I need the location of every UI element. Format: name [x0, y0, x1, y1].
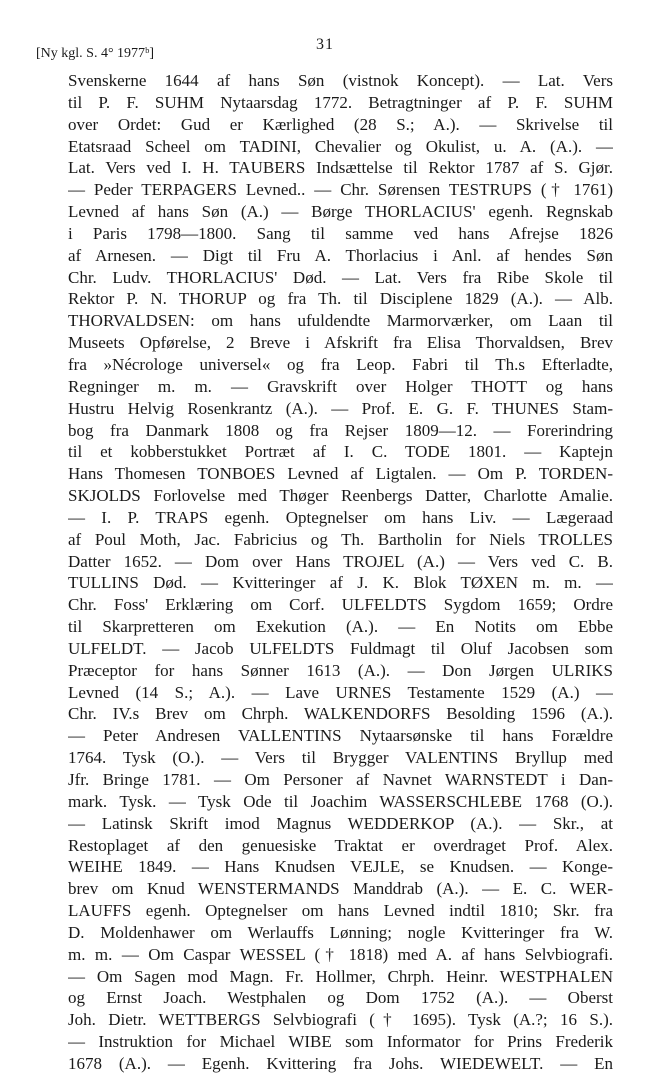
- text-line: Hans Thomesen TONBOES Levned af Ligtalen. — Om P. TORDEN-: [68, 464, 613, 484]
- text-line: og Ernst Joach. Westphalen og Dom 1752 (A.). — Oberst: [68, 988, 613, 1008]
- text-line: mark. Tysk. — Tysk Ode til Joachim WASSERSCHLEBE 1768 (O.).: [68, 791, 613, 811]
- text-line: af Arnesen. — Digt til Fru A. Thorlacius i Anl. af hendes Søn: [68, 245, 613, 265]
- text-line: Datter 1652. — Dom over Hans TROJEL (A.) — Vers ved C. B.: [68, 551, 613, 571]
- text-line: Rektor P. N. THORUP og fra Th. til Disciplene 1829 (A.). — Alb.: [68, 289, 613, 309]
- text-line: — I. P. TRAPS egenh. Optegnelser om hans Liv. — Lægeraad: [68, 507, 613, 527]
- text-line: fra »Nécrologe universel« og fra Leop. Fabri til Th.s Efterladte,: [68, 354, 613, 374]
- text-line: brev om Knud WENSTERMANDS Manddrab (A.). — E. C. WER-: [68, 879, 613, 899]
- text-line: LAUFFS egenh. Optegnelser om hans Levned indtil 1810; Skr. fra: [68, 901, 613, 921]
- text-line: Levned (14 S.; A.). — Lave URNES Testamente 1529 (A.) —: [68, 682, 613, 702]
- text-line: m. m. — Om Caspar WESSEL († 1818) med A. af hans Selvbiografi.: [68, 944, 613, 964]
- text-line: D. Moldenhawer om Werlauffs Lønning; nogle Kvitteringer fra W.: [68, 922, 613, 942]
- text-line: — Peder TERPAGERS Levned.. — Chr. Sørensen TESTRUPS († 1761): [68, 180, 613, 200]
- text-line: i Paris 1798—1800. Sang til samme ved hans Afrejse 1826: [68, 223, 613, 243]
- text-line: Levned af hans Søn (A.) — Børge THORLACIUS' egenh. Regnskab: [68, 202, 613, 222]
- text-line: til Skarpretteren om Exekution (A.). — En Notits om Ebbe: [68, 617, 613, 637]
- text-line: Svenskerne 1644 af hans Søn (vistnok Koncept). — Lat. Vers: [68, 71, 613, 90]
- text-line: af Poul Moth, Jac. Fabricius og Th. Bartholin for Niels TROLLES: [68, 529, 613, 549]
- text-line: Præceptor for hans Sønner 1613 (A.). — Don Jørgen ULRIKS: [68, 660, 613, 680]
- text-line: TULLINS Død. — Kvitteringer af J. K. Blok TØXEN m. m. —: [68, 573, 613, 593]
- text-line: ULFELDT. — Jacob ULFELDTS Fuldmagt til Oluf Jacobsen som: [68, 638, 613, 658]
- text-line: Joh. Dietr. WETTBERGS Selvbiografi († 1695). Tysk (A.?; 16 S.).: [68, 1010, 613, 1030]
- shelfmark: [Ny kgl. S. 4° 1977ᵇ]: [36, 46, 155, 61]
- text-line: Jfr. Bringe 1781. — Om Personer af Navnet WARNSTEDT i Dan-: [68, 770, 613, 789]
- text-line: Hustru Helvig Rosenkrantz (A.). — Prof. E. G. F. THUNES Stam-: [68, 398, 613, 418]
- text-line: Restoplaget af den genuesiske Traktat er overdraget Prof. Alex.: [68, 835, 613, 855]
- text-line: 1678 (A.). — Egenh. Kvittering fra Johs. WIEDEWELT. — En: [68, 1053, 613, 1073]
- text-line: Chr. Foss' Erklæring om Corf. ULFELDTS Sygdom 1659; Ordre: [68, 595, 613, 615]
- text-line: til P. F. SUHM Nytaarsdag 1772. Betragtninger af P. F. SUHM: [68, 92, 613, 112]
- text-line: — Latinsk Skrift imod Magnus WEDDERKOP (A.). — Skr., at: [68, 813, 613, 833]
- text-line: over Ordet: Gud er Kærlighed (28 S.; A.). — Skrivelse til: [68, 114, 613, 134]
- text-line: THORVALDSEN: om hans ufuldendte Marmorværker, om Laan til: [68, 311, 613, 331]
- text-line: WEIHE 1849. — Hans Knudsen VEJLE, se Knudsen. — Konge-: [68, 857, 613, 877]
- body-text: [68, 70, 613, 1075]
- text-line: til et kobberstukket Portræt af I. C. TODE 1801. — Kaptejn: [68, 442, 613, 462]
- text-line: — Instruktion for Michael WIBE som Informator for Prins Frederik: [68, 1032, 613, 1052]
- text-line: Lat. Vers ved I. H. TAUBERS Indsættelse til Rektor 1787 af S. Gjør.: [68, 158, 613, 178]
- text-line: Chr. IV.s Brev om Chrph. WALKENDORFS Besolding 1596 (A.).: [68, 704, 613, 724]
- text-line: — Om Sagen mod Magn. Fr. Hollmer, Chrph. Heinr. WESTPHALEN: [68, 966, 613, 986]
- text-line: Chr. Ludv. THORLACIUS' Død. — Lat. Vers fra Ribe Skole til: [68, 267, 613, 287]
- page-number: 31: [316, 36, 334, 53]
- text-line: Etatsraad Scheel om TADINI, Chevalier og Okulist, u. A. (A.). —: [68, 136, 613, 156]
- text-line: SKJOLDS Forlovelse med Thøger Reenbergs Datter, Charlotte Amalie.: [68, 486, 613, 506]
- text-line: Museets Opførelse, 2 Breve i Afskrift fra Elisa Thorvaldsen, Brev: [68, 333, 613, 353]
- text-line: bog fra Danmark 1808 og fra Rejser 1809—12. — Forerindring: [68, 420, 613, 440]
- text-line: Regninger m. m. — Gravskrift over Holger THOTT og hans: [68, 376, 613, 396]
- text-line: — Peter Andresen VALLENTINS Nytaarsønske til hans Forældre: [68, 726, 613, 746]
- text-line: 1764. Tysk (O.). — Vers til Brygger VALENTINS Bryllup med: [68, 748, 613, 768]
